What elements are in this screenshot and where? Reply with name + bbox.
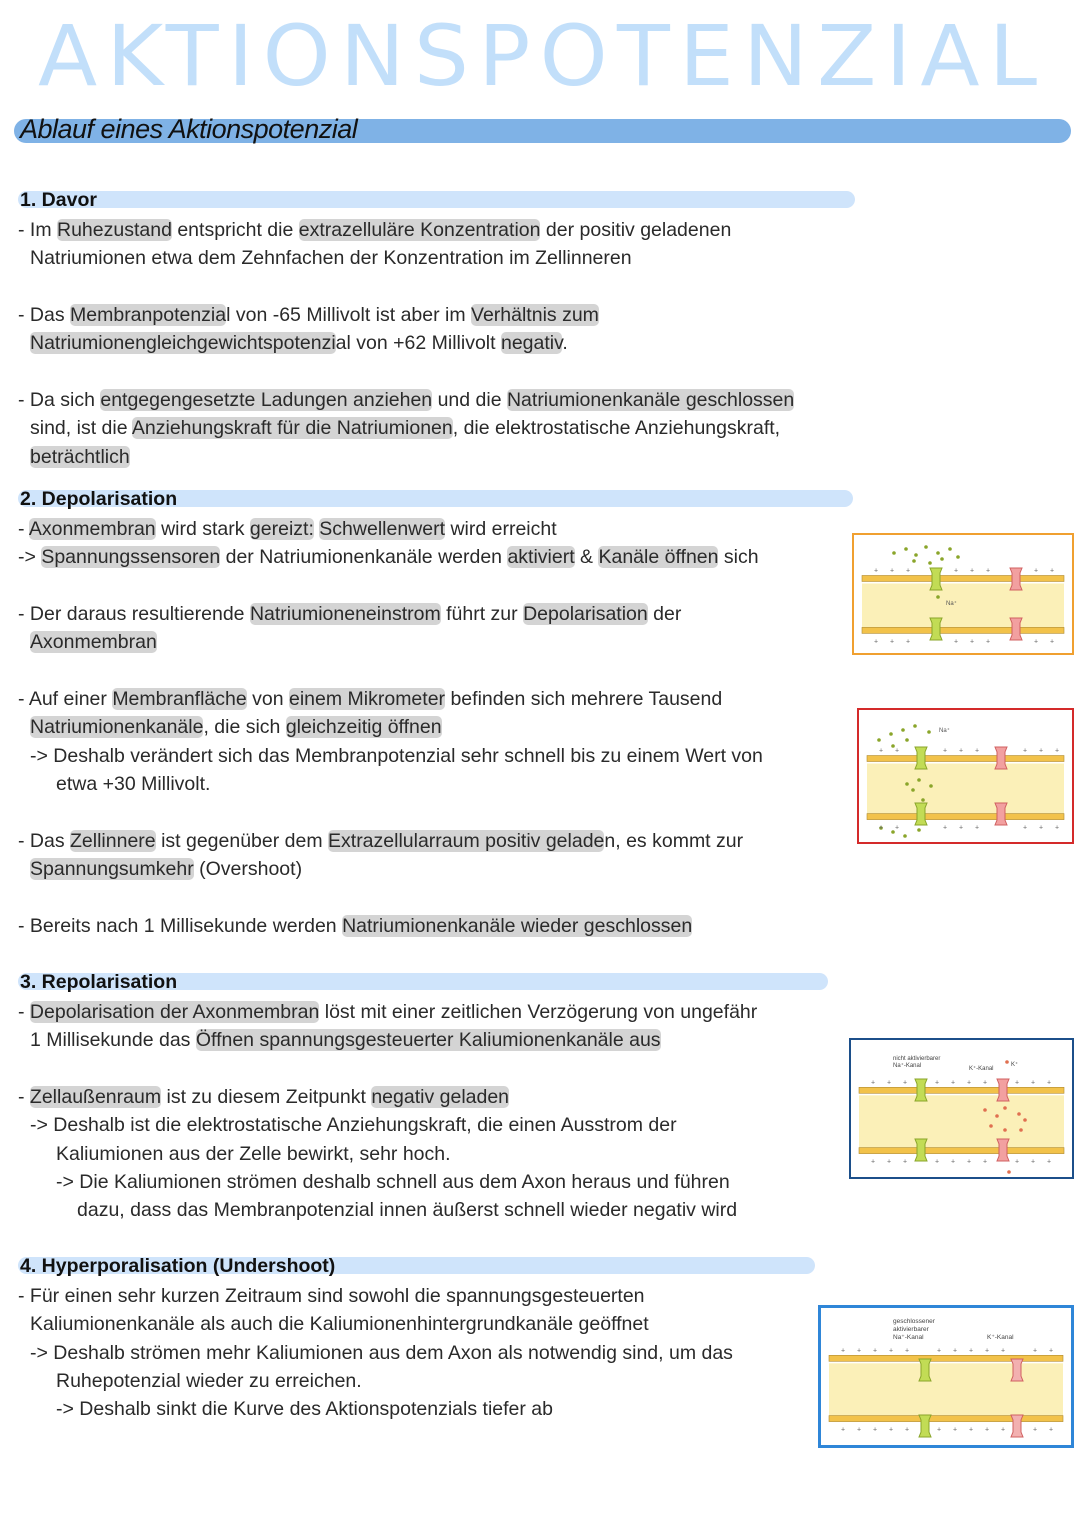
highlighted-text: Depolarisation der Axonmembran [29, 1001, 320, 1023]
charge-mark: + [879, 747, 884, 755]
text: - Bereits nach 1 Millisekunde werden [18, 914, 343, 937]
figure-repolarisation [849, 1038, 1074, 1179]
potassium-channel-icon [1011, 1415, 1023, 1437]
charge-mark: + [943, 824, 948, 832]
channel-label: Na⁺-Kanal [893, 1063, 922, 1069]
text: Natriumionen etwa dem Zehnfachen der Konzentration im Zellinneren [30, 247, 632, 270]
highlighted-text: Natriumioneneinstrom [249, 603, 441, 626]
paragraph [18, 912, 763, 940]
text: und die [432, 389, 507, 412]
text-line [18, 1196, 757, 1224]
sodium-channel-icon [919, 1415, 931, 1437]
charge-mark: + [895, 747, 900, 755]
channel-label: aktivierbarer [893, 1326, 929, 1333]
ion-dot [989, 1124, 993, 1128]
charge-mark: + [1050, 567, 1055, 575]
text-line [18, 685, 763, 713]
section-title: 1. Davor [20, 189, 97, 211]
text: - Das [18, 829, 71, 852]
ion-dot [928, 561, 932, 565]
highlighted-text: entgegengesetzte Ladungen anziehen [100, 389, 433, 412]
axon-interior [829, 1363, 1063, 1417]
highlighted-text: Schwellenwert [319, 518, 446, 540]
charge-mark: + [985, 1426, 990, 1434]
text-line [18, 998, 757, 1026]
charge-mark: + [1001, 1426, 1006, 1434]
text: sind, ist die [30, 417, 132, 440]
charge-mark: + [937, 1426, 942, 1434]
charge-mark: + [906, 567, 911, 575]
potassium-channel-icon [1011, 1359, 1023, 1381]
text: , die elektrostatische Anziehungskraft, [452, 417, 781, 440]
paragraph [18, 386, 794, 471]
charge-mark: + [969, 1347, 974, 1355]
charge-mark: + [906, 638, 911, 646]
highlighted-text: gereizt: [249, 518, 314, 540]
highlighted-text: Anziehungskraft für die Natriumionen [131, 417, 453, 440]
charge-mark: + [903, 1079, 908, 1087]
ion-dot [1003, 1106, 1007, 1110]
sodium-channel-icon [930, 568, 942, 590]
paragraph [18, 998, 757, 1055]
ion-dot [921, 798, 925, 802]
text: l von -65 Millivolt ist aber im [226, 304, 472, 327]
highlighted-text: Zellaußenraum [29, 1086, 162, 1109]
text: al von +62 Millivolt [335, 332, 501, 355]
ion-dot [914, 553, 918, 557]
charge-mark: + [954, 567, 959, 575]
highlighted-text: Zellinnere [70, 829, 156, 852]
text: -> Deshalb ist die elektrostatische Anziehungskraft, die einen Ausstrom der [30, 1114, 677, 1137]
text-line [18, 1339, 733, 1367]
highlighted-text: Membranfläche [112, 688, 247, 711]
text: - Der daraus resultierende [18, 603, 250, 626]
ion-dot [956, 555, 960, 559]
text: -> Deshalb strömen mehr Kaliumionen aus dem Axon als notwendig sind, um das [30, 1341, 733, 1364]
membrane [829, 1355, 1063, 1361]
charge-mark: + [1055, 824, 1060, 832]
ion-dot [940, 557, 944, 561]
highlighted-text: Axonmembran [28, 518, 156, 540]
text: ist gegenüber dem [155, 829, 329, 852]
text-line [18, 855, 763, 883]
text-line [18, 216, 794, 244]
charge-mark: + [1055, 747, 1060, 755]
ion-dot [904, 547, 908, 551]
ion-dot [936, 551, 940, 555]
text: der Natriumionenkanäle werden [220, 546, 508, 569]
sodium-channel-icon [915, 1079, 927, 1101]
paragraph [18, 1083, 757, 1224]
potassium-channel-icon [997, 1139, 1009, 1161]
highlighted-text: Spannungsumkehr [30, 858, 194, 881]
text: - Für einen sehr kurzen Zeitraum sind sowohl die spannungsgesteuerten [18, 1285, 645, 1307]
text: -> Deshalb sinkt die Kurve des Aktionspotenzials tiefer ab [56, 1398, 553, 1421]
potassium-channel-icon [1010, 568, 1022, 590]
paragraph [18, 301, 794, 358]
charge-mark: + [895, 824, 900, 832]
text-line [18, 912, 763, 940]
charge-mark: + [943, 747, 948, 755]
charge-mark: + [935, 1079, 940, 1087]
charge-mark: + [1023, 747, 1028, 755]
ion-dot [1019, 1128, 1023, 1132]
ion-dot [917, 778, 921, 782]
ion-dot [905, 782, 909, 786]
highlighted-text: negativ geladen [371, 1086, 510, 1109]
text: wird stark [155, 518, 250, 540]
charge-mark: + [1047, 1158, 1052, 1166]
text-line [18, 1310, 733, 1338]
text: führt zur [440, 603, 524, 626]
paragraph [18, 515, 763, 572]
highlighted-text: Spannungssensoren [41, 546, 221, 569]
ion-label: K⁺ [1011, 1062, 1019, 1068]
charge-mark: + [873, 1347, 878, 1355]
ion-label: Na⁺ [946, 601, 957, 607]
charge-mark: + [969, 1426, 974, 1434]
charge-mark: + [1031, 1158, 1036, 1166]
charge-mark: + [986, 638, 991, 646]
subtitle: Ablauf eines Aktionspotenzial [20, 114, 358, 144]
charge-mark: + [887, 1158, 892, 1166]
charge-mark: + [857, 1347, 862, 1355]
text-line [18, 628, 763, 656]
charge-mark: + [953, 1347, 958, 1355]
charge-mark: + [903, 1158, 908, 1166]
charge-mark: + [983, 1158, 988, 1166]
charge-mark: + [954, 638, 959, 646]
text-line [18, 443, 794, 471]
text: Ruhepotenzial wieder zu erreichen. [56, 1369, 362, 1392]
ion-dot [892, 551, 896, 555]
potassium-channel-icon [1010, 618, 1022, 640]
charge-mark: + [967, 1079, 972, 1087]
text-line [18, 742, 763, 770]
charge-mark: + [1031, 1079, 1036, 1087]
text-line [18, 414, 794, 442]
charge-mark: + [975, 747, 980, 755]
text: etwa +30 Millivolt. [56, 773, 211, 796]
section-heading [18, 188, 794, 212]
text-line [18, 713, 763, 741]
sodium-channel-icon [930, 618, 942, 640]
highlighted-text: beträchtlich [30, 445, 130, 468]
charge-mark: + [1049, 1347, 1054, 1355]
text-line [18, 1282, 733, 1310]
charge-mark: + [890, 638, 895, 646]
highlighted-text: Kanäle öffnen [598, 546, 719, 569]
charge-mark: + [889, 1347, 894, 1355]
highlighted-text: einem Mikrometer [289, 688, 446, 711]
charge-mark: + [951, 1079, 956, 1087]
text-line [18, 1026, 757, 1054]
charge-mark: + [970, 638, 975, 646]
text: dazu, dass das Membranpotenzial innen äußerst schnell wieder negativ wird [77, 1199, 738, 1222]
text-line [18, 1367, 733, 1395]
charge-mark: + [841, 1426, 846, 1434]
charge-mark: + [874, 638, 879, 646]
section-depolarisation [18, 487, 763, 969]
sodium-channel-icon [919, 1359, 931, 1381]
charge-mark: + [890, 567, 895, 575]
text-line [18, 329, 794, 357]
paragraph [18, 1282, 733, 1423]
text: - [18, 518, 29, 540]
text: (Overshoot) [193, 858, 303, 881]
potassium-channel-icon [997, 1079, 1009, 1101]
ion-dot [877, 738, 881, 742]
charge-mark: + [983, 1079, 988, 1087]
highlighted-text: Natriumionenkanäle wieder geschlossen [342, 914, 693, 937]
ion-dot [1003, 1128, 1007, 1132]
text: n, es kommt zur [604, 829, 744, 852]
text: - Das [18, 304, 71, 327]
section-heading [18, 487, 763, 511]
highlighted-text: Öffnen spannungsgesteuerter Kaliumionenkanäle aus [195, 1029, 661, 1052]
charge-mark: + [937, 1347, 942, 1355]
ion-dot [889, 732, 893, 736]
section-title: 2. Depolarisation [20, 488, 178, 510]
text: - Auf einer [18, 688, 113, 711]
text: - [18, 1086, 30, 1109]
ion-dot [911, 788, 915, 792]
figure-depolarisation-1 [852, 533, 1074, 655]
ion-dot [912, 559, 916, 563]
ion-dot [924, 545, 928, 549]
text: -> [18, 546, 42, 569]
ion-dot [929, 784, 933, 788]
channel-label: K⁺-Kanal [987, 1334, 1014, 1341]
text-line [18, 1168, 757, 1196]
membrane [862, 575, 1064, 581]
membrane [829, 1416, 1063, 1422]
membrane [859, 1148, 1064, 1154]
channel-label: Na⁺-Kanal [893, 1334, 924, 1341]
potassium-channel-icon [995, 803, 1007, 825]
ion-dot [1023, 1118, 1027, 1122]
highlighted-text: Ruhezustand [57, 219, 172, 241]
figure-depolarisation-2 [857, 708, 1074, 844]
ion-dot [913, 724, 917, 728]
text-line [18, 1140, 757, 1168]
text-line [18, 515, 763, 543]
charge-mark: + [841, 1347, 846, 1355]
text: der positiv geladenen [540, 219, 732, 241]
charge-mark: + [1033, 1426, 1038, 1434]
ion-label: Na⁺ [939, 728, 950, 734]
charge-mark: + [871, 1079, 876, 1087]
charge-mark: + [970, 567, 975, 575]
charge-mark: + [1034, 567, 1039, 575]
ion-dot [917, 828, 921, 832]
section-heading [18, 970, 757, 994]
figure-hyperpolarisation [818, 1305, 1074, 1448]
ion-dot [936, 595, 940, 599]
text: der [647, 603, 682, 626]
ion-dot [983, 1108, 987, 1112]
text: löst mit einer zeitlichen Verzögerung von ungefähr [319, 1001, 758, 1023]
charge-mark: + [986, 567, 991, 575]
membrane [859, 1087, 1064, 1093]
text: ist zu diesem Zeitpunkt [161, 1086, 372, 1109]
ion-dot [1017, 1112, 1021, 1116]
ion-dot [948, 547, 952, 551]
ion-dot [927, 730, 931, 734]
highlighted-text: Membranpotenzia [70, 304, 227, 327]
charge-mark: + [975, 824, 980, 832]
highlighted-text: Extrazellularraum positiv gelade [328, 829, 605, 852]
charge-mark: + [889, 1426, 894, 1434]
charge-mark: + [1015, 1158, 1020, 1166]
text: - Da sich [18, 389, 101, 412]
charge-mark: + [1001, 1347, 1006, 1355]
text: -> Deshalb verändert sich das Membranpotenzial sehr schnell bis zu einem Wert von [30, 744, 763, 767]
sodium-channel-icon [915, 1139, 927, 1161]
paragraph [18, 685, 763, 798]
charge-mark: + [857, 1426, 862, 1434]
charge-mark: + [1047, 1079, 1052, 1087]
section-repolarisation [18, 970, 757, 1253]
text-line [18, 1111, 757, 1139]
highlighted-text: Verhältnis zum [471, 304, 599, 327]
channel-label: K⁺-Kanal [969, 1066, 994, 1072]
text-line [18, 386, 794, 414]
channel-label: geschlossener [893, 1318, 935, 1325]
charge-mark: + [1033, 1347, 1038, 1355]
ion-dot [995, 1114, 999, 1118]
charge-mark: + [1039, 747, 1044, 755]
section-title: 3. Repolarisation [20, 971, 178, 993]
highlighted-text: gleichzeitig öffnen [285, 716, 442, 739]
charge-mark: + [967, 1158, 972, 1166]
text: sich [718, 546, 759, 569]
text: wird erreicht [445, 518, 557, 540]
charge-mark: + [905, 1347, 910, 1355]
axon-interior [867, 764, 1064, 816]
charge-mark: + [879, 824, 884, 832]
highlighted-text: negativ [500, 332, 563, 355]
ion-dot [1007, 1170, 1011, 1174]
axon-interior [862, 583, 1064, 629]
text: - Im [18, 219, 57, 241]
sodium-channel-icon [915, 747, 927, 769]
text-line [18, 301, 794, 329]
text: . [562, 332, 568, 355]
paragraph [18, 600, 763, 657]
text: 1 Millisekunde das [30, 1029, 196, 1052]
highlighted-text: aktiviert [507, 546, 575, 569]
charge-mark: + [871, 1158, 876, 1166]
charge-mark: + [1015, 1079, 1020, 1087]
text-line [18, 543, 763, 571]
text: , die sich [203, 716, 286, 739]
charge-mark: + [953, 1426, 958, 1434]
text-line [18, 600, 763, 628]
paragraph [18, 827, 763, 884]
sodium-channel-icon [915, 803, 927, 825]
ion-dot [1005, 1060, 1009, 1064]
charge-mark: + [887, 1079, 892, 1087]
text-line [18, 244, 794, 272]
text: -> Die Kaliumionen strömen deshalb schnell aus dem Axon heraus und führen [56, 1170, 730, 1193]
membrane [867, 756, 1064, 762]
charge-mark: + [873, 1426, 878, 1434]
charge-mark: + [1039, 824, 1044, 832]
charge-mark: + [985, 1347, 990, 1355]
charge-mark: + [1023, 824, 1028, 832]
page-title: AKTIONSPOTENZIAL [38, 7, 1047, 105]
section-heading [18, 1254, 733, 1278]
charge-mark: + [959, 747, 964, 755]
highlighted-text: Depolarisation [523, 603, 648, 626]
potassium-channel-icon [995, 747, 1007, 769]
membrane [867, 814, 1064, 820]
section-hyperpolarisation [18, 1254, 733, 1452]
charge-mark: + [1049, 1426, 1054, 1434]
section-davor [18, 188, 794, 500]
highlighted-text: Axonmembran [30, 631, 157, 654]
axon-interior [859, 1095, 1064, 1149]
charge-mark: + [959, 824, 964, 832]
text: - [18, 1001, 30, 1023]
text: befinden sich mehrere Tausend [445, 688, 723, 711]
ion-dot [903, 834, 907, 838]
ion-dot [905, 738, 909, 742]
text: entspricht die [171, 219, 299, 241]
highlighted-text: Natriumionenkanäle [30, 716, 204, 739]
text-line [18, 770, 763, 798]
highlighted-text: Natriumionengleichgewichtspotenzi [30, 332, 336, 355]
highlighted-text: Natriumionenkanäle geschlossen [506, 389, 795, 412]
text: Kaliumionenkanäle als auch die Kaliumionenhintergrundkanäle geöffnet [30, 1313, 649, 1336]
paragraph [18, 216, 794, 273]
charge-mark: + [874, 567, 879, 575]
text: von [246, 688, 289, 711]
charge-mark: + [1034, 638, 1039, 646]
channel-label: nicht aktivierbarer [893, 1056, 941, 1062]
charge-mark: + [905, 1426, 910, 1434]
highlighted-text: extrazelluläre Konzentration [298, 219, 541, 241]
charge-mark: + [935, 1158, 940, 1166]
section-title: 4. Hyperporalisation (Undershoot) [20, 1255, 336, 1277]
membrane [862, 627, 1064, 633]
text: Kaliumionen aus der Zelle bewirkt, sehr hoch. [56, 1142, 451, 1165]
charge-mark: + [1050, 638, 1055, 646]
ion-dot [901, 728, 905, 732]
charge-mark: + [951, 1158, 956, 1166]
text-line [18, 827, 763, 855]
text: & [574, 546, 599, 569]
text-line [18, 1083, 757, 1111]
text-line [18, 1395, 733, 1423]
